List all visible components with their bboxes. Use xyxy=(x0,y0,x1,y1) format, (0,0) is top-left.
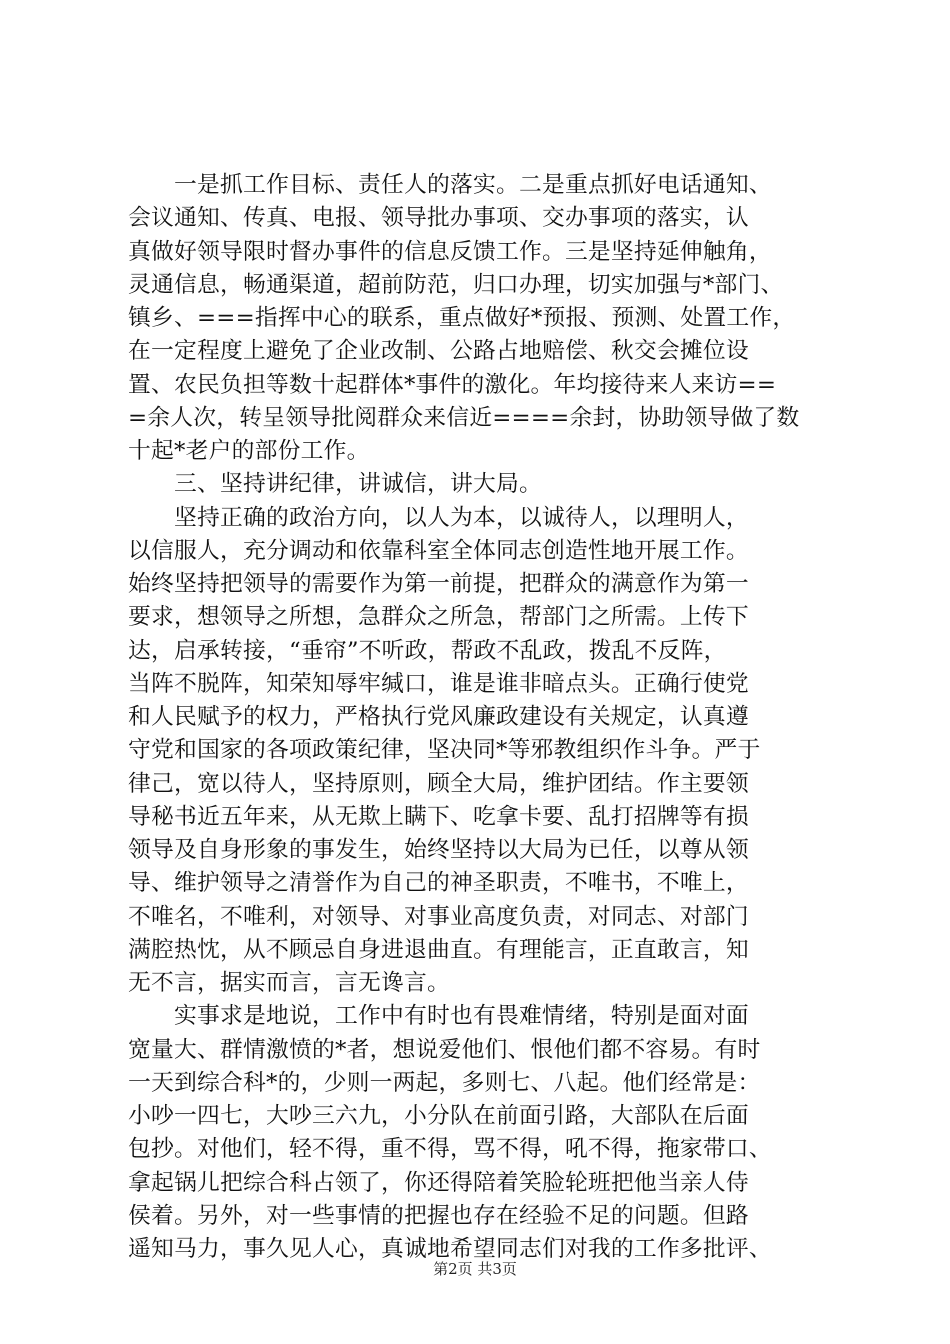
text-line: 镇乡、===指挥中心的联系，重点做好*预报、预测、处置工作， xyxy=(128,305,796,331)
text-line: 要求，想领导之所想，急群众之所急，帮部门之所需。上传下 xyxy=(128,604,749,631)
text-line: 满腔热忱，从不顾忌自身进退曲直。有理能言，正直敢言，知 xyxy=(128,936,749,963)
text-line: 以信服人，充分调动和依靠科室全体同志创造性地开展工作。 xyxy=(128,537,749,564)
section-heading-discipline xyxy=(128,468,828,501)
text-line: 导、维护领导之清誉作为自己的神圣职责，不唯书，不唯上， xyxy=(128,870,749,897)
paragraph-difficulties xyxy=(128,1000,828,1266)
text-line: 真做好领导限时督办事件的信息反馈工作。三是坚持延伸触角， xyxy=(128,238,772,265)
text-line: 守党和国家的各项政策纪律，坚决同*等邪教组织作斗争。严于 xyxy=(128,737,761,764)
text-line: 三、坚持讲纪律，讲诚信，讲大局。 xyxy=(174,471,542,498)
text-line: 拿起锅儿把综合科占领了，你还得陪着笑脸轮班把他当亲人侍 xyxy=(128,1169,749,1196)
paragraph-implementation xyxy=(128,169,828,468)
text-line: 置、农民负担等数十起群体*事件的激化。年均接待来人来访== xyxy=(128,371,777,398)
text-line: 领导及自身形象的事发生，始终坚持以大局为已任，以尊从领 xyxy=(128,837,749,863)
text-line: 一天到综合科*的，少则一两起，多则七、八起。他们经常是： xyxy=(128,1069,761,1096)
document-body xyxy=(128,169,828,1266)
text-line: 在一定程度上避免了企业改制、公路占地赔偿、秋交会摊位设 xyxy=(128,338,749,365)
text-line: 十起*老户的部份工作。 xyxy=(128,438,370,464)
text-line: 始终坚持把领导的需要作为第一前提，把群众的满意作为第一 xyxy=(128,571,749,597)
text-line: 达，启承转接，“垂帘”不听政，帮政不乱政，拨乱不反阵， xyxy=(128,637,727,664)
text-line: 实事求是地说，工作中有时也有畏难情绪，特别是面对面 xyxy=(174,1003,749,1030)
text-line: 当阵不脱阵，知荣知辱牢缄口，谁是谁非暗点头。正确行使党 xyxy=(128,670,749,697)
text-line: 不唯名，不唯利，对领导、对事业高度负责，对同志、对部门 xyxy=(128,903,749,930)
text-line: 坚持正确的政治方向，以人为本，以诚待人，以理明人， xyxy=(174,504,749,531)
text-line: 灵通信息，畅通渠道，超前防范，归口办理，切实加强与*部门、 xyxy=(128,271,784,298)
text-line: 律己，宽以待人，坚持原则，顾全大局，维护团结。作主要领 xyxy=(128,770,749,797)
text-line: 包抄。对他们，轻不得，重不得，骂不得，吼不得，拖家带口、 xyxy=(128,1136,772,1163)
paragraph-political-direction xyxy=(128,502,828,1001)
text-line: =余人次，转呈领导批阅群众来信近====余封，协助领导做了数 xyxy=(128,404,800,431)
text-line: 侯着。另外，对一些事情的把握也存在经验不足的问题。但路 xyxy=(128,1202,749,1229)
text-line: 一是抓工作目标、责任人的落实。二是重点抓好电话通知、 xyxy=(174,172,772,198)
text-line: 无不言，据实而言，言无谗言。 xyxy=(128,970,450,996)
text-line: 小吵一四七，大吵三六九，小分队在前面引路，大部队在后面 xyxy=(128,1103,749,1129)
text-line: 会议通知、传真、电报、领导批办事项、交办事项的落实，认 xyxy=(128,205,749,232)
text-line: 和人民赋予的权力，严格执行党风廉政建设有关规定，认真遵 xyxy=(128,704,749,730)
page-footer: 第2页 共3页 xyxy=(433,1260,517,1278)
text-line: 遥知马力，事久见人心，真诚地希望同志们对我的工作多批评、 xyxy=(128,1236,772,1262)
text-line: 导秘书近五年来，从无欺上瞒下、吃拿卡要、乱打招牌等有损 xyxy=(128,803,749,830)
text-line: 宽量大、群情激愤的*者，想说爱他们、恨他们都不容易。有时 xyxy=(128,1036,761,1063)
